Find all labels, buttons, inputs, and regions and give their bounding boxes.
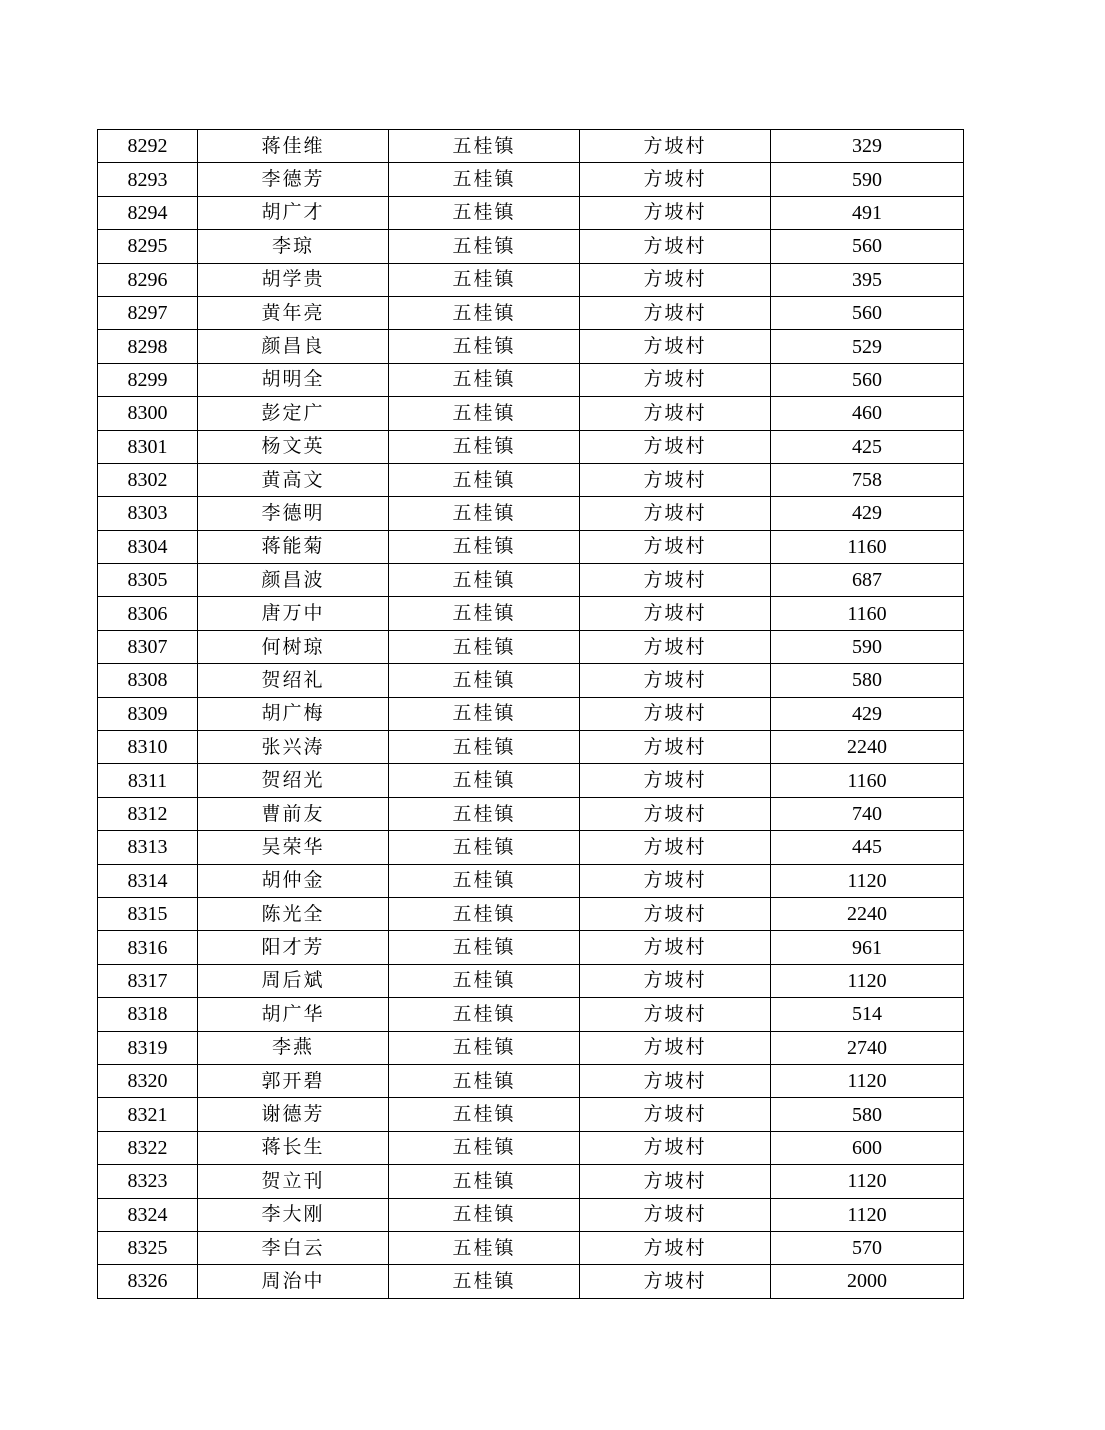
table-row — [98, 363, 964, 396]
town-cell: 五桂镇 — [389, 597, 580, 630]
village-cell: 方坡村 — [580, 964, 771, 997]
name-cell: 蒋长生 — [198, 1131, 389, 1164]
table-row — [98, 463, 964, 496]
name-cell: 周治中 — [198, 1265, 389, 1298]
row-id-cell: 8311 — [98, 764, 198, 797]
village-cell: 方坡村 — [580, 1231, 771, 1264]
town-cell: 五桂镇 — [389, 664, 580, 697]
row-id-cell: 8302 — [98, 463, 198, 496]
name-cell: 黄高文 — [198, 463, 389, 496]
row-id-cell: 8295 — [98, 230, 198, 263]
amount-cell: 1120 — [771, 1198, 964, 1231]
amount-cell: 2740 — [771, 1031, 964, 1064]
row-id-cell: 8318 — [98, 998, 198, 1031]
village-cell: 方坡村 — [580, 530, 771, 563]
town-cell: 五桂镇 — [389, 263, 580, 296]
row-id-cell: 8325 — [98, 1231, 198, 1264]
row-id-cell: 8298 — [98, 330, 198, 363]
table-row — [98, 330, 964, 363]
town-cell: 五桂镇 — [389, 964, 580, 997]
town-cell: 五桂镇 — [389, 296, 580, 329]
row-id-cell: 8314 — [98, 864, 198, 897]
row-id-cell: 8316 — [98, 931, 198, 964]
amount-cell: 395 — [771, 263, 964, 296]
name-cell: 李德芳 — [198, 163, 389, 196]
table-row — [98, 1165, 964, 1198]
town-cell: 五桂镇 — [389, 130, 580, 163]
village-cell: 方坡村 — [580, 296, 771, 329]
village-cell: 方坡村 — [580, 731, 771, 764]
village-cell: 方坡村 — [580, 1265, 771, 1298]
row-id-cell: 8306 — [98, 597, 198, 630]
village-cell: 方坡村 — [580, 130, 771, 163]
table-row — [98, 1131, 964, 1164]
name-cell: 张兴涛 — [198, 731, 389, 764]
town-cell: 五桂镇 — [389, 564, 580, 597]
table-row — [98, 931, 964, 964]
table-row — [98, 1064, 964, 1097]
amount-cell: 740 — [771, 797, 964, 830]
amount-cell: 580 — [771, 664, 964, 697]
amount-cell: 687 — [771, 564, 964, 597]
village-cell: 方坡村 — [580, 163, 771, 196]
row-id-cell: 8317 — [98, 964, 198, 997]
name-cell: 颜昌波 — [198, 564, 389, 597]
town-cell: 五桂镇 — [389, 363, 580, 396]
village-cell: 方坡村 — [580, 463, 771, 496]
row-id-cell: 8313 — [98, 831, 198, 864]
row-id-cell: 8292 — [98, 130, 198, 163]
name-cell: 胡广华 — [198, 998, 389, 1031]
village-cell: 方坡村 — [580, 363, 771, 396]
amount-cell: 445 — [771, 831, 964, 864]
village-cell: 方坡村 — [580, 430, 771, 463]
amount-cell: 1160 — [771, 597, 964, 630]
town-cell: 五桂镇 — [389, 1165, 580, 1198]
row-id-cell: 8323 — [98, 1165, 198, 1198]
amount-cell: 329 — [771, 130, 964, 163]
town-cell: 五桂镇 — [389, 1098, 580, 1131]
town-cell: 五桂镇 — [389, 330, 580, 363]
table-row — [98, 196, 964, 229]
name-cell: 阳才芳 — [198, 931, 389, 964]
village-cell: 方坡村 — [580, 597, 771, 630]
record-table — [97, 129, 964, 1299]
name-cell: 何树琼 — [198, 630, 389, 663]
name-cell: 李白云 — [198, 1231, 389, 1264]
table-row — [98, 130, 964, 163]
row-id-cell: 8308 — [98, 664, 198, 697]
town-cell: 五桂镇 — [389, 230, 580, 263]
table-row — [98, 1265, 964, 1298]
village-cell: 方坡村 — [580, 263, 771, 296]
town-cell: 五桂镇 — [389, 1031, 580, 1064]
name-cell: 李琼 — [198, 230, 389, 263]
row-id-cell: 8304 — [98, 530, 198, 563]
amount-cell: 491 — [771, 196, 964, 229]
row-id-cell: 8303 — [98, 497, 198, 530]
amount-cell: 460 — [771, 397, 964, 430]
town-cell: 五桂镇 — [389, 530, 580, 563]
amount-cell: 580 — [771, 1098, 964, 1131]
village-cell: 方坡村 — [580, 1031, 771, 1064]
village-cell: 方坡村 — [580, 230, 771, 263]
table-row — [98, 597, 964, 630]
row-id-cell: 8324 — [98, 1198, 198, 1231]
name-cell: 彭定广 — [198, 397, 389, 430]
table-row — [98, 764, 964, 797]
town-cell: 五桂镇 — [389, 397, 580, 430]
table-row — [98, 530, 964, 563]
amount-cell: 429 — [771, 497, 964, 530]
table-row — [98, 296, 964, 329]
name-cell: 谢德芳 — [198, 1098, 389, 1131]
amount-cell: 514 — [771, 998, 964, 1031]
amount-cell: 590 — [771, 630, 964, 663]
table-row — [98, 397, 964, 430]
table-row — [98, 630, 964, 663]
amount-cell: 570 — [771, 1231, 964, 1264]
name-cell: 胡广才 — [198, 196, 389, 229]
table-row — [98, 497, 964, 530]
row-id-cell: 8315 — [98, 897, 198, 930]
village-cell: 方坡村 — [580, 630, 771, 663]
amount-cell: 2000 — [771, 1265, 964, 1298]
amount-cell: 2240 — [771, 897, 964, 930]
town-cell: 五桂镇 — [389, 1231, 580, 1264]
name-cell: 胡明全 — [198, 363, 389, 396]
table-row — [98, 430, 964, 463]
row-id-cell: 8322 — [98, 1131, 198, 1164]
town-cell: 五桂镇 — [389, 463, 580, 496]
village-cell: 方坡村 — [580, 330, 771, 363]
table-row — [98, 831, 964, 864]
amount-cell: 1160 — [771, 764, 964, 797]
town-cell: 五桂镇 — [389, 931, 580, 964]
town-cell: 五桂镇 — [389, 797, 580, 830]
row-id-cell: 8319 — [98, 1031, 198, 1064]
village-cell: 方坡村 — [580, 497, 771, 530]
town-cell: 五桂镇 — [389, 764, 580, 797]
name-cell: 胡广梅 — [198, 697, 389, 730]
name-cell: 蒋能菊 — [198, 530, 389, 563]
table-row — [98, 697, 964, 730]
village-cell: 方坡村 — [580, 1198, 771, 1231]
table-row — [98, 731, 964, 764]
amount-cell: 1160 — [771, 530, 964, 563]
name-cell: 李德明 — [198, 497, 389, 530]
amount-cell: 560 — [771, 363, 964, 396]
name-cell: 贺绍礼 — [198, 664, 389, 697]
amount-cell: 758 — [771, 463, 964, 496]
row-id-cell: 8321 — [98, 1098, 198, 1131]
table-row — [98, 564, 964, 597]
table-row — [98, 664, 964, 697]
town-cell: 五桂镇 — [389, 864, 580, 897]
town-cell: 五桂镇 — [389, 831, 580, 864]
village-cell: 方坡村 — [580, 897, 771, 930]
village-cell: 方坡村 — [580, 1165, 771, 1198]
amount-cell: 429 — [771, 697, 964, 730]
amount-cell: 425 — [771, 430, 964, 463]
row-id-cell: 8294 — [98, 196, 198, 229]
table-row — [98, 163, 964, 196]
village-cell: 方坡村 — [580, 1098, 771, 1131]
town-cell: 五桂镇 — [389, 630, 580, 663]
table-row — [98, 1231, 964, 1264]
village-cell: 方坡村 — [580, 998, 771, 1031]
village-cell: 方坡村 — [580, 931, 771, 964]
name-cell: 贺绍光 — [198, 764, 389, 797]
table-row — [98, 964, 964, 997]
town-cell: 五桂镇 — [389, 196, 580, 229]
amount-cell: 1120 — [771, 1064, 964, 1097]
table-row — [98, 897, 964, 930]
village-cell: 方坡村 — [580, 864, 771, 897]
row-id-cell: 8310 — [98, 731, 198, 764]
village-cell: 方坡村 — [580, 831, 771, 864]
table-row — [98, 1098, 964, 1131]
table-body — [98, 130, 964, 1299]
name-cell: 吴荣华 — [198, 831, 389, 864]
amount-cell: 2240 — [771, 731, 964, 764]
village-cell: 方坡村 — [580, 564, 771, 597]
name-cell: 蒋佳维 — [198, 130, 389, 163]
amount-cell: 560 — [771, 230, 964, 263]
amount-cell: 590 — [771, 163, 964, 196]
town-cell: 五桂镇 — [389, 697, 580, 730]
name-cell: 郭开碧 — [198, 1064, 389, 1097]
village-cell: 方坡村 — [580, 1064, 771, 1097]
row-id-cell: 8312 — [98, 797, 198, 830]
name-cell: 胡学贵 — [198, 263, 389, 296]
amount-cell: 600 — [771, 1131, 964, 1164]
row-id-cell: 8326 — [98, 1265, 198, 1298]
village-cell: 方坡村 — [580, 664, 771, 697]
town-cell: 五桂镇 — [389, 430, 580, 463]
name-cell: 周后斌 — [198, 964, 389, 997]
row-id-cell: 8300 — [98, 397, 198, 430]
town-cell: 五桂镇 — [389, 1198, 580, 1231]
town-cell: 五桂镇 — [389, 731, 580, 764]
town-cell: 五桂镇 — [389, 1064, 580, 1097]
name-cell: 唐万中 — [198, 597, 389, 630]
town-cell: 五桂镇 — [389, 897, 580, 930]
table-row — [98, 263, 964, 296]
row-id-cell: 8297 — [98, 296, 198, 329]
name-cell: 杨文英 — [198, 430, 389, 463]
town-cell: 五桂镇 — [389, 1131, 580, 1164]
table-row — [98, 1031, 964, 1064]
name-cell: 李燕 — [198, 1031, 389, 1064]
amount-cell: 529 — [771, 330, 964, 363]
village-cell: 方坡村 — [580, 196, 771, 229]
village-cell: 方坡村 — [580, 697, 771, 730]
town-cell: 五桂镇 — [389, 497, 580, 530]
village-cell: 方坡村 — [580, 764, 771, 797]
town-cell: 五桂镇 — [389, 998, 580, 1031]
row-id-cell: 8307 — [98, 630, 198, 663]
row-id-cell: 8301 — [98, 430, 198, 463]
row-id-cell: 8320 — [98, 1064, 198, 1097]
amount-cell: 961 — [771, 931, 964, 964]
name-cell: 贺立刊 — [198, 1165, 389, 1198]
amount-cell: 1120 — [771, 964, 964, 997]
village-cell: 方坡村 — [580, 1131, 771, 1164]
table-row — [98, 864, 964, 897]
row-id-cell: 8309 — [98, 697, 198, 730]
name-cell: 陈光全 — [198, 897, 389, 930]
name-cell: 黄年亮 — [198, 296, 389, 329]
table-row — [98, 797, 964, 830]
table-row — [98, 998, 964, 1031]
name-cell: 李大刚 — [198, 1198, 389, 1231]
amount-cell: 1120 — [771, 864, 964, 897]
row-id-cell: 8305 — [98, 564, 198, 597]
name-cell: 曹前友 — [198, 797, 389, 830]
town-cell: 五桂镇 — [389, 163, 580, 196]
name-cell: 颜昌良 — [198, 330, 389, 363]
row-id-cell: 8293 — [98, 163, 198, 196]
table-row — [98, 230, 964, 263]
village-cell: 方坡村 — [580, 797, 771, 830]
row-id-cell: 8296 — [98, 263, 198, 296]
amount-cell: 1120 — [771, 1165, 964, 1198]
village-cell: 方坡村 — [580, 397, 771, 430]
town-cell: 五桂镇 — [389, 1265, 580, 1298]
row-id-cell: 8299 — [98, 363, 198, 396]
amount-cell: 560 — [771, 296, 964, 329]
name-cell: 胡仲金 — [198, 864, 389, 897]
table-row — [98, 1198, 964, 1231]
